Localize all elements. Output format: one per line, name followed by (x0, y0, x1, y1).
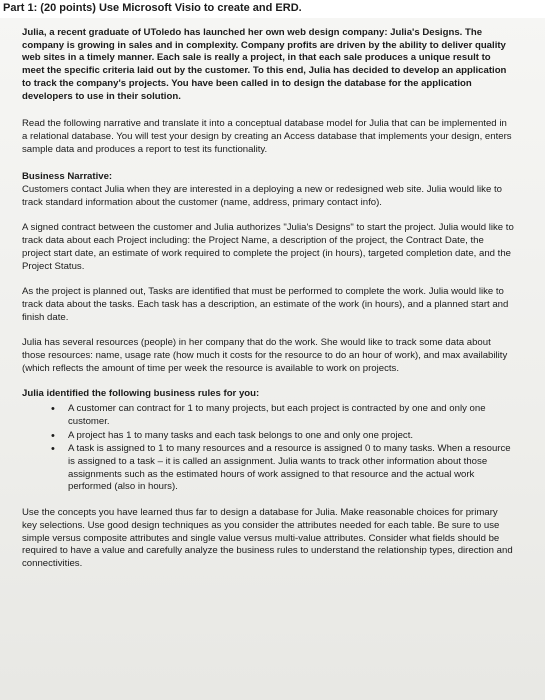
business-rule-text: A task is assigned to 1 to many resources and a resource is assigned 0 to many tasks. When a resource is assigned to a task – it is called an assignment. Julia wants to track other information about those assignments such as the estimated hours of work assigned to that resource and the actual work performed (also in hours). (68, 443, 511, 493)
narrative-heading: Business Narrative: (22, 171, 113, 183)
document-body (22, 27, 514, 571)
closing-paragraph: Use the concepts you have learned thus far to design a database for Julia. Make reasonable choices for primary key selections. Use good design techniques as you consider the attributes needed for each table. Be sure to use simple versus composite attributes and single value versus multi-value attributes. Consider what fields should be required to have a value and carefully analyze the business rules to understand the relationship types, direction and connectivities. (22, 507, 513, 569)
task-paragraph: Read the following narrative and translate it into a conceptual database model for Julia that can be implemented in a relational database. You will test your design by creating an Access database that implements your design, enters sample data and produces a report to test its functionality. (22, 118, 512, 155)
resources-paragraph: Julia has several resources (people) in her company that do the work. She would like to track some data about those resources: name, usage rate (how much it costs for the resource to do an hour of work), and max availability (which reflects the amount of time per week the resource is available to work on projects. (22, 337, 508, 374)
header-strip (0, 0, 545, 18)
business-rules-list (22, 403, 514, 494)
business-rule-text: A project has 1 to many tasks and each task belongs to one and only one project. (68, 429, 414, 441)
contract-paragraph: A signed contract between the customer and Julia authorizes "Julia's Designs" to start the project. Julia would like to track data about each Project including: the Project Name, a description of the project, the Contract Date, the project start date, an estimate of work required to complete the project (in hours), targeted completion date, and the Project Status. (22, 222, 514, 272)
bullet-icon: • (51, 429, 55, 442)
intro-paragraph: Julia, a recent graduate of UToledo has launched her own web design company: Julia's Designs. The company is growing in sales and in complexity. Company profits are driven by the ability to deliver quality web sites in a timely manner. Each sale is really a project, in that each sale produces a unique result to meet the specific criteria laid out by the customer. To this end, Julia has decided to develop an application to track the company's projects. You have been called in to design the database for the application developers to use in their solution. (22, 27, 507, 102)
business-rule-item (51, 403, 514, 428)
bullet-icon: • (51, 443, 55, 456)
rules-heading: Julia identified the following business rules for you: (22, 388, 260, 400)
business-rule-text: A customer can contract for 1 to many projects, but each project is contracted by one and only one customer. (68, 403, 486, 427)
business-rule-item (51, 429, 514, 443)
business-rule-item (51, 443, 514, 494)
part-title: Part 1: (20 points) Use Microsoft Visio to create and ERD. (3, 2, 302, 14)
tasks-paragraph: As the project is planned out, Tasks are identified that must be performed to complete the work. Julia would like to track data about the tasks. Each task has a description, an estimate of the work (in hours), and a planned start and finish date. (22, 286, 509, 323)
bullet-icon: • (51, 403, 55, 416)
narrative-paragraph: Customers contact Julia when they are interested in a deploying a new or redesigned web site. Julia would like to track standard information about the customer (name, address, primary contact info). (22, 184, 502, 208)
